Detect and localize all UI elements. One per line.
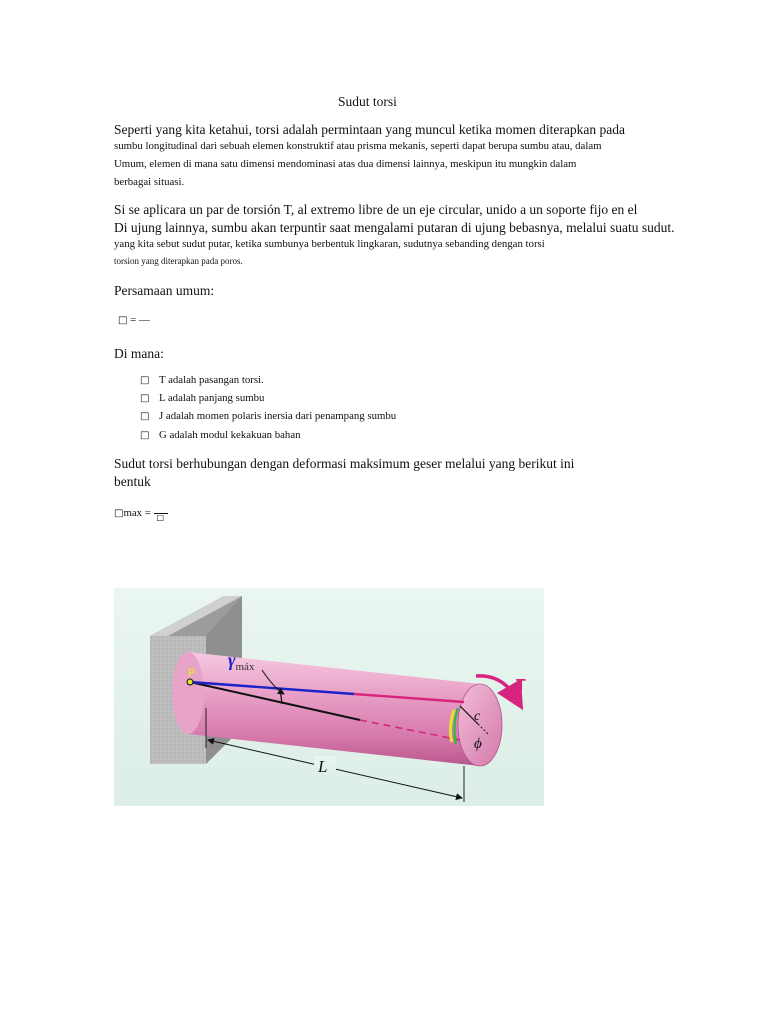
list-item-text: T adalah pasangan torsi. <box>159 374 264 386</box>
c-label: c <box>474 709 481 724</box>
torsion-shaft-figure <box>114 588 544 806</box>
torque-label: T <box>516 677 526 694</box>
bullet-icon: □ <box>140 393 150 404</box>
list-item-text: J adalah momen polaris inersia dari penampang sumbu <box>159 410 397 422</box>
paragraph-2-line-3: yang kita sebut sudut putar, ketika sumbunya berbentuk lingkaran, sudutnya sebanding dengan torsi <box>114 238 545 250</box>
page-title: Sudut torsi <box>338 94 397 109</box>
bullet-icon: □ <box>140 430 150 441</box>
paragraph-1-line-3: Umum, elemen di mana satu dimensi mendominasi atas dua dimensi lainnya, meskipun itu mungkin dalam <box>114 158 577 170</box>
dimana-label: Di mana: <box>114 346 164 361</box>
formula-1 <box>118 314 150 326</box>
paragraph-3-line-2: bentuk <box>114 474 151 489</box>
persamaan-label: Persamaan umum: <box>114 283 215 298</box>
formula-2 <box>114 507 168 525</box>
formula-2-fraction <box>154 507 168 525</box>
shaft-free-end <box>458 684 502 766</box>
point-p-label: P <box>188 667 196 679</box>
bullet-icon: □ <box>140 375 150 386</box>
formula-2-rest: max = <box>123 507 154 519</box>
paragraph-2-line-2: Di ujung lainnya, sumbu akan terpuntir saat mengalami putaran di ujung bebasnya, melalui suatu sudut. <box>114 220 675 235</box>
phi-label: ϕ <box>474 736 482 752</box>
formula-1-symbol: □ <box>118 315 128 326</box>
length-label: L <box>318 757 328 776</box>
bullet-icon: □ <box>140 411 150 422</box>
paragraph-2-line-4: torsion yang diterapkan pada poros. <box>114 256 243 266</box>
formula-1-rest: = — <box>127 314 150 326</box>
paragraph-1-line-4: berbagai situasi. <box>114 176 185 188</box>
paragraph-3-line-1: Sudut torsi berhubungan dengan deformasi maksimum geser melalui yang berikut ini <box>114 456 575 471</box>
paragraph-1-line-1: Seperti yang kita ketahui, torsi adalah permintaan yang muncul ketika momen diterapkan pada <box>114 122 625 137</box>
point-p <box>187 679 193 685</box>
list-item <box>140 429 301 441</box>
list-item-text: G adalah modul kekakuan bahan <box>159 429 301 441</box>
list-item-text: L adalah panjang sumbu <box>159 392 265 404</box>
paragraph-2-line-1: Si se aplicara un par de torsión T, al extremo libre de un eje circular, unido a un soporte fijo en el <box>114 202 638 217</box>
list-item <box>140 392 265 404</box>
list-item <box>140 410 397 422</box>
fraction-bottom-symbol: □ <box>156 513 165 522</box>
gamma-max-label: $\gamma_{máx}$ <box>228 650 255 673</box>
formula-2-symbol: □ <box>114 508 124 519</box>
paragraph-1-line-2: sumbu longitudinal dari sebuah elemen konstruktif atau prisma mekanis, seperti dapat berupa sumbu atau, dalam <box>114 140 602 152</box>
list-item <box>140 374 264 386</box>
